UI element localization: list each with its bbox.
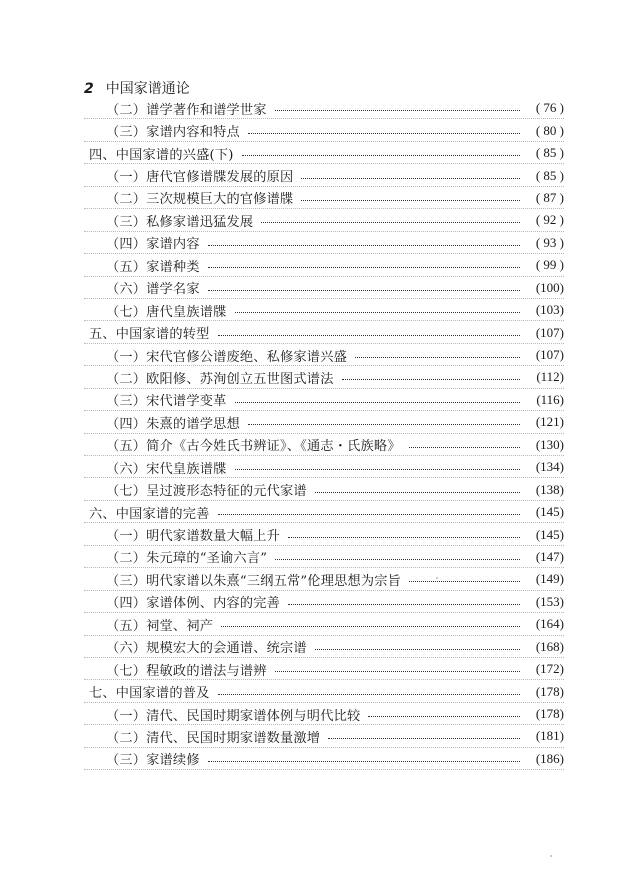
dot-leader	[248, 423, 520, 425]
toc-entry-title: 五、中国家谱的转型	[89, 327, 210, 343]
dot-leader	[355, 356, 520, 358]
toc-page-number: ( 85 )	[535, 167, 564, 183]
toc-entry-title: （二）朱元璋的“圣谕六言”	[106, 551, 268, 567]
toc-page-number: (186)	[535, 750, 564, 766]
page-number: 2	[84, 81, 94, 97]
dot-leader	[248, 132, 520, 134]
dot-leader	[342, 378, 520, 380]
toc-section-entry	[84, 366, 564, 388]
scan-speck	[550, 855, 552, 857]
toc-entry-title: （五）家谱种类	[106, 259, 200, 275]
toc-page-number: (145)	[535, 504, 564, 520]
toc-entry-title: （七）呈过渡形态特征的元代家谱	[106, 484, 307, 500]
toc-entry-title: （五）简介《古今姓氏书辨证》、《通志・氏族略》	[106, 439, 401, 455]
toc-section-entry	[84, 478, 564, 500]
toc-page-number: (138)	[535, 481, 564, 497]
toc-entry-title: （三）家谱续修	[106, 753, 200, 769]
toc-section-entry	[84, 277, 564, 299]
toc-entry-title: （四）家谱内容	[106, 237, 200, 253]
toc-entry-title: （一）唐代官修谱牒发展的原因	[106, 170, 294, 186]
dot-leader	[208, 244, 520, 246]
toc-section-entry	[84, 254, 564, 276]
dot-leader	[301, 199, 520, 201]
toc-section-entry	[84, 209, 564, 231]
toc-page-number: ( 99 )	[535, 257, 564, 273]
toc-entry-title: （一）明代家谱数量大幅上升	[106, 529, 281, 545]
toc-section-entry	[84, 725, 564, 747]
dot-leader	[235, 468, 521, 470]
toc-page-number: (121)	[535, 414, 564, 430]
dot-leader	[275, 109, 520, 111]
toc-section-entry	[84, 658, 564, 680]
toc-chapter-entry	[84, 680, 564, 702]
dot-leader	[261, 221, 520, 223]
toc-page-number: (112)	[536, 369, 564, 385]
toc-section-entry	[84, 456, 564, 478]
dot-leader	[275, 670, 520, 672]
toc-page-number: ( 93 )	[535, 234, 564, 250]
toc-chapter-entry	[84, 142, 564, 164]
toc-page-number: (103)	[535, 302, 564, 318]
toc-page-number: ( 85 )	[535, 145, 564, 161]
dot-leader	[221, 625, 520, 627]
page-header	[84, 78, 190, 98]
book-title: 中国家谱通论	[105, 81, 190, 97]
toc-page-number: ( 92 )	[535, 212, 564, 228]
dot-leader	[328, 737, 520, 739]
toc-section-entry	[84, 636, 564, 658]
toc-section-entry	[84, 389, 564, 411]
toc-section-entry	[84, 232, 564, 254]
toc-entry-title: （二）谱学著作和谱学世家	[106, 102, 267, 118]
toc-page-number: ( 80 )	[535, 122, 564, 138]
toc-entry-title: （六）谱学名家	[106, 282, 200, 298]
toc-page-number: (172)	[535, 661, 564, 677]
toc-page-number: (181)	[535, 728, 564, 744]
toc-page-number: (107)	[535, 324, 564, 340]
toc-entry-title: （二）欧阳修、苏洵创立五世图式谱法	[106, 371, 334, 387]
toc-page-number: (134)	[535, 459, 564, 475]
dot-leader	[315, 648, 520, 650]
toc-section-entry	[84, 344, 564, 366]
toc-section-entry	[84, 299, 564, 321]
toc-entry-title: （六）宋代皇族谱牒	[106, 461, 227, 477]
toc-section-entry	[84, 411, 564, 433]
toc-section-entry	[84, 119, 564, 141]
dot-leader	[409, 580, 520, 582]
toc-section-entry	[84, 546, 564, 568]
dot-leader	[208, 289, 520, 291]
toc-entry-title: （七）唐代皇族谱牒	[106, 304, 227, 320]
toc-section-entry	[84, 568, 564, 590]
dot-leader	[218, 334, 521, 336]
toc-section-entry	[84, 187, 564, 209]
dot-leader	[218, 693, 521, 695]
dot-leader	[275, 558, 520, 560]
toc-section-entry	[84, 164, 564, 186]
dot-leader	[208, 760, 520, 762]
toc-entry-title: （一）宋代官修公谱废绝、私修家谱兴盛	[106, 349, 347, 365]
toc-page-number: (178)	[535, 706, 564, 722]
toc-section-entry	[84, 523, 564, 545]
dot-leader	[288, 536, 520, 538]
toc-entry-title: （三）家谱内容和特点	[106, 125, 240, 141]
scan-speck	[436, 577, 438, 579]
toc-chapter-entry	[84, 501, 564, 523]
toc-page-number: (164)	[535, 616, 564, 632]
toc-entry-title: （四）朱熹的谱学思想	[106, 416, 240, 432]
dot-leader	[242, 154, 520, 156]
dot-leader	[235, 311, 521, 313]
toc-page-number: (107)	[535, 347, 564, 363]
toc-page-number: (100)	[535, 279, 564, 295]
toc-page-number: (149)	[535, 571, 564, 587]
toc-page-number: (130)	[535, 436, 564, 452]
toc-entry-title: （三）明代家谱以朱熹“三纲五常”伦理思想为宗旨	[106, 573, 402, 589]
dot-leader	[235, 401, 521, 403]
toc-entry-title: 四、中国家谱的兴盛(下)	[89, 147, 234, 163]
toc-entry-title: （四）家谱体例、内容的完善	[106, 596, 281, 612]
toc-entry-title: （六）规模宏大的会通谱、统宗谱	[106, 641, 307, 657]
dot-leader	[301, 177, 520, 179]
toc-entry-title: （五）祠堂、祠产	[106, 618, 214, 634]
dot-leader	[208, 266, 520, 268]
dot-leader	[288, 603, 520, 605]
toc-entry-title: （三）私修家谱迅猛发展	[106, 214, 254, 230]
toc-section-entry	[84, 591, 564, 613]
toc-entry-title: （二）三次规模巨大的官修谱牒	[106, 192, 294, 208]
toc-section-entry	[84, 97, 564, 119]
toc-page-number: (116)	[536, 391, 564, 407]
toc-entry-title: （三）宋代谱学变革	[106, 394, 227, 410]
toc-page-number: ( 76 )	[535, 100, 564, 116]
toc-page-number: (178)	[535, 683, 564, 699]
dot-leader	[368, 715, 520, 717]
toc-section-entry	[84, 613, 564, 635]
toc-chapter-entry	[84, 321, 564, 343]
toc-page-number: ( 87 )	[535, 189, 564, 205]
toc-page-number: (145)	[535, 526, 564, 542]
dot-leader	[315, 491, 520, 493]
toc-page-number: (168)	[535, 638, 564, 654]
dot-leader	[218, 513, 521, 515]
toc-section-entry	[84, 748, 564, 770]
dot-leader	[409, 446, 520, 448]
toc-entry-title: 六、中国家谱的完善	[89, 506, 210, 522]
toc-page-number: (153)	[535, 593, 564, 609]
toc-entry-title: （二）清代、民国时期家谱数量激增	[106, 730, 321, 746]
toc-page-number: (147)	[535, 548, 564, 564]
toc-entry-title: （一）清代、民国时期家谱体例与明代比较	[106, 708, 361, 724]
toc-entry-title: （七）程敏政的谱法与谱辨	[106, 663, 267, 679]
toc-section-entry	[84, 703, 564, 725]
toc-section-entry	[84, 434, 564, 456]
table-of-contents	[84, 97, 564, 770]
toc-entry-title: 七、中国家谱的普及	[89, 686, 210, 702]
